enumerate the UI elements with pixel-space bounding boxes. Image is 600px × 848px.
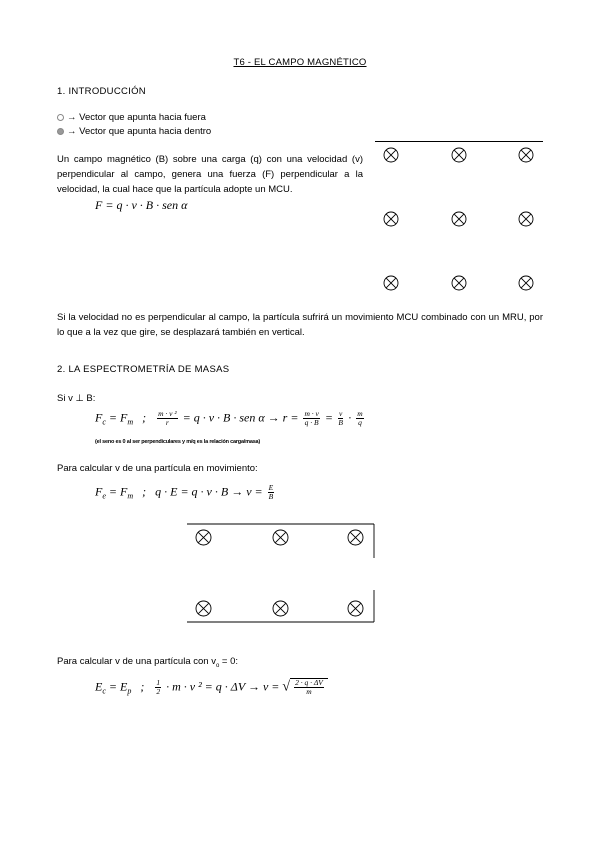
force-formula-rhs: = q · v · B · sen α [105,198,188,212]
field-into-page-icon [451,211,467,227]
f2-frac [268,484,275,501]
f2-mid: q · E = q · v · B → v = [155,484,263,499]
f3-sep: ; [140,679,145,694]
f3-root [290,678,328,696]
f1-frac-num: m · v ² [158,409,177,418]
f1-frac [157,410,178,427]
field-into-page-icon [383,211,399,227]
f1-dot: · [348,410,352,425]
formula-note: (el seno es 0 al ser perpendiculares y m/q es la relación carga/masa) [95,439,261,445]
field-into-page-icon [195,529,212,546]
calc-v0-sub: o [215,662,220,669]
field-into-page-icon [518,147,534,163]
field-into-page-icon [272,600,289,617]
f1-frac4-den: q [358,418,362,427]
f3-eq1-sub: p [127,686,132,696]
f3-frac-num: 1 [156,678,161,687]
force-formula-lhs: F [95,198,103,212]
f2-frac-num: E [268,483,274,492]
f1-frac3 [338,410,343,427]
f1-lhs-sub: c [102,417,106,427]
f1-eq1: = F [108,410,128,425]
legend-out [57,112,206,123]
field-into-page-icon [195,600,212,617]
f1-eq1-sub: m [127,417,134,427]
radius-formula [95,410,366,427]
f1-mid: = q · v · B · sen α → r = [182,410,299,425]
section-2-heading: 2. LA ESPECTROMETRÍA DE MASAS [57,364,230,375]
f1-frac4 [356,410,363,427]
f1-frac2-num: m · v [304,409,319,418]
f2-lhs: F [95,484,103,499]
f1-eq2: = [324,410,333,425]
field-into-page-icon [383,147,399,163]
field-into-page-icon [272,529,289,546]
calc-v0-prefix: Para calcular v de una partícula con v [57,656,216,667]
f3-mid: · m · v ² = q · ΔV → v = [166,679,280,694]
f1-frac2-den: q · B [304,418,319,427]
field-into-page-icon [383,275,399,291]
f3-eq1: = E [108,679,128,694]
f1-frac2 [303,410,319,427]
f2-frac-den: B [268,492,274,501]
non-perpendicular-paragraph: Si la velocidad no es perpendicular al campo, la partícula sufrirá un movimiento MCU combinado con un MRU, por lo que a la vez que gire, se desplazará también en vertical. [57,312,543,338]
in-vector-icon [57,128,64,135]
f1-frac4-num: m [357,409,363,418]
out-vector-icon [57,114,64,121]
field-into-page-icon [451,147,467,163]
f3-root-den: m [306,687,312,696]
f3-frac [155,679,161,696]
calc-v-text: Para calcular v de una partícula en movimiento: [57,463,258,474]
field-into-page-icon [518,275,534,291]
calc-v0-text [57,656,238,669]
f1-frac3-num: v [338,409,343,418]
field-diagram-top-line [375,141,543,142]
f1-sep: ; [142,410,147,425]
f1-frac-den: r [165,418,169,427]
f3-frac-den: 2 [156,687,161,696]
legend-out-text: → Vector que apunta hacia fuera [67,112,206,123]
velocity-selector-formula [95,484,276,501]
energy-formula [95,678,328,696]
page-title: T6 - EL CAMPO MAGNÉTICO [233,57,367,68]
legend-in [57,126,211,137]
force-formula [95,198,187,213]
intro-paragraph: Un campo magnético (B) sobre una carga (q) con una velocidad (v) perpendicular al campo, genera una fuerza (F) perpendicular a la velocidad, la cual hace que la partícula adopte un MCU. [57,154,363,195]
perpendicular-condition: Si v ⊥ B: [57,393,96,404]
f3-root-num: 2 · q · ΔV [295,678,323,687]
calc-v0-suffix: = 0: [219,656,239,667]
field-into-page-icon [347,600,364,617]
legend-in-text: → Vector que apunta hacia dentro [67,126,212,137]
field-into-page-icon [451,275,467,291]
f2-eq1: = F [108,484,128,499]
field-into-page-icon [347,529,364,546]
f3-root-frac [294,679,324,696]
sqrt-icon: √ [282,679,291,695]
f1-lhs: F [95,410,103,425]
f2-sep: ; [142,484,147,499]
f3-lhs-sub: c [102,686,106,696]
f1-frac3-den: B [338,418,343,427]
f3-lhs: E [95,679,103,694]
field-into-page-icon [518,211,534,227]
f2-eq1-sub: m [127,491,134,501]
section-1-heading: 1. INTRODUCCIÓN [57,86,146,97]
f2-lhs-sub: e [102,491,106,501]
